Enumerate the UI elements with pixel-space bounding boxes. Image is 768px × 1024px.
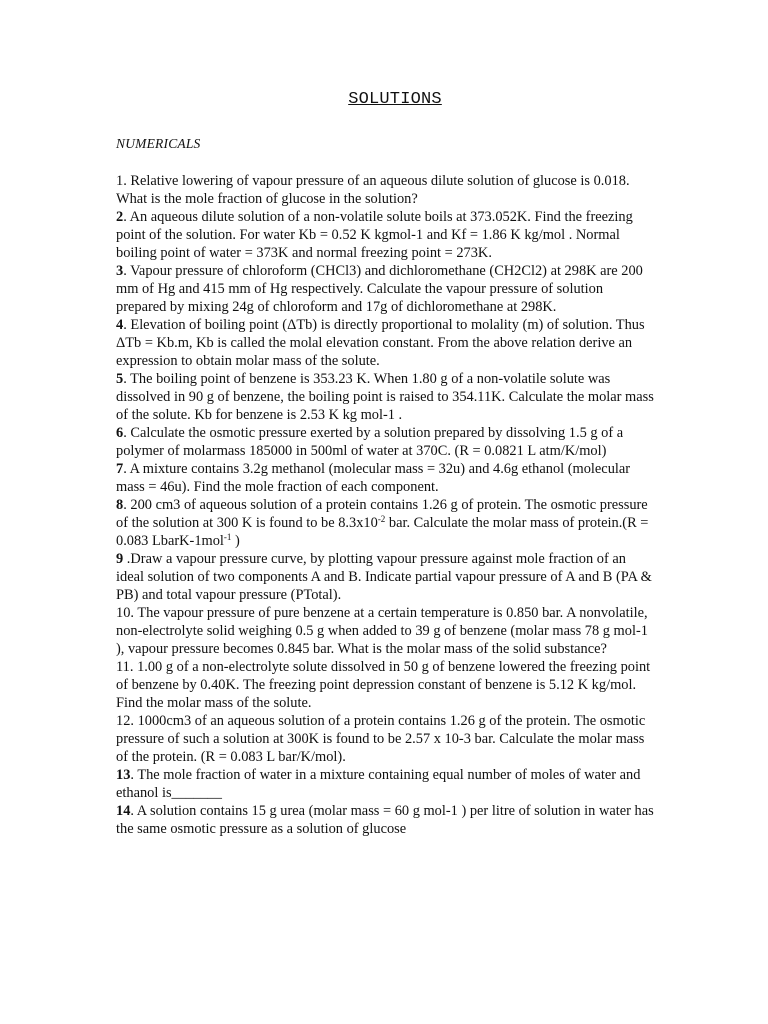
- question-text: . A mixture contains 3.2g methanol (molecular mass = 32u) and 4.6g ethanol (molecular mass = 46u). Find the mole fraction of each component.: [116, 461, 631, 495]
- question-number: 10.: [116, 605, 134, 621]
- question-number: 14: [116, 803, 131, 819]
- question-number: 1.: [116, 173, 127, 189]
- question-item: [116, 766, 656, 802]
- question-number: 11.: [116, 659, 134, 675]
- question-text: . The boiling point of benzene is 353.23 K. When 1.80 g of a non-volatile solute was dissolved in 90 g of benzene, the boiling point is raised to 354.11K. Calculate the molar mass of the solute. Kb for benzene is 2.53 K kg mol-1 .: [116, 371, 654, 423]
- question-number: 4: [116, 317, 124, 333]
- question-text: . An aqueous dilute solution of a non-volatile solute boils at 373.052K. Find the freezing point of the solution. For water Kb = 0.52 K kgmol-1 and Kf = 1.86 K kg/mol . Normal boiling point of water = 373K and normal freezing point = 273K.: [116, 209, 633, 261]
- question-number: 7: [116, 461, 124, 477]
- question-text: ): [231, 533, 240, 549]
- question-text: . Calculate the osmotic pressure exerted by a solution prepared by dissolving 1.5 g of a polymer of molarmass 185000 in 500ml of water at 370C. (R = 0.0821 L atm/K/mol): [116, 425, 624, 459]
- question-item: [116, 172, 656, 208]
- question-text: 1.00 g of a non-electrolyte solute dissolved in 50 g of benzene lowered the freezing point of benzene by 0.40K. The freezing point depression constant of benzene is 5.12 K kg/mol. Find the molar mass of the solute.: [116, 659, 651, 711]
- question-number: 2: [116, 209, 124, 225]
- question-number: 3: [116, 263, 124, 279]
- superscript: -1: [223, 532, 232, 542]
- question-number: 9: [116, 551, 124, 567]
- question-text: . Vapour pressure of chloroform (CHCl3) and dichloromethane (CH2Cl2) at 298K are 200 mm of Hg and 415 mm of Hg respectively. Calculate the vapour pressure of solution prepared by mixing 24g of chloroform and 17g of dichloromethane at 298K.: [116, 263, 643, 315]
- question-text: The vapour pressure of pure benzene at a certain temperature is 0.850 bar. A nonvolatile, non-electrolyte solid weighing 0.5 g when added to 39 g of benzene (molar mass 78 g mol-1 ), vapour pressure becomes 0.845 bar. What is the molar mass of the solid substance?: [116, 605, 648, 657]
- question-item: [116, 496, 656, 550]
- question-text: . The mole fraction of water in a mixture containing equal number of moles of water and ethanol is_______: [116, 767, 641, 801]
- question-item: [116, 208, 656, 262]
- question-list: [116, 172, 656, 838]
- question-text: Relative lowering of vapour pressure of an aqueous dilute solution of glucose is 0.018. What is the mole fraction of glucose in the solution?: [116, 173, 630, 207]
- question-item: [116, 460, 656, 496]
- question-number: 5: [116, 371, 124, 387]
- question-item: [116, 424, 656, 460]
- question-item: [116, 658, 656, 712]
- question-item: [116, 550, 656, 604]
- question-item: [116, 262, 656, 316]
- question-text: bar. Calculate the molar mass of protein.(R = 0.083 LbarK-1mol: [116, 515, 649, 549]
- superscript: -2: [377, 514, 386, 524]
- section-heading: NUMERICALS: [116, 136, 201, 151]
- question-item: [116, 712, 656, 766]
- question-number: 13: [116, 767, 131, 783]
- page-title: SOLUTIONS: [348, 90, 442, 109]
- question-item: [116, 370, 656, 424]
- question-number: 12.: [116, 713, 134, 729]
- question-item: [116, 316, 656, 370]
- question-text: .Draw a vapour pressure curve, by plotting vapour pressure against mole fraction of an ideal solution of two components A and B. Indicate partial vapour pressure of A and B (PA & PB) and total vapour pressure (PTotal).: [116, 551, 652, 603]
- question-text: . A solution contains 15 g urea (molar mass = 60 g mol-1 ) per litre of solution in water has the same osmotic pressure as a solution of glucose: [116, 803, 654, 837]
- question-number: 8: [116, 497, 124, 513]
- question-item: [116, 802, 656, 838]
- question-text: 1000cm3 of an aqueous solution of a protein contains 1.26 g of the protein. The osmotic pressure of such a solution at 300K is found to be 2.57 x 10-3 bar. Calculate the molar mass of the protein. (R = 0.083 L bar/K/mol).: [116, 713, 646, 765]
- question-number: 6: [116, 425, 124, 441]
- question-item: [116, 604, 656, 658]
- question-text: . 200 cm3 of aqueous solution of a protein contains 1.26 g of protein. The osmotic pressure of the solution at 300 K is found to be 8.3x10: [116, 497, 648, 531]
- question-text: . Elevation of boiling point (ΔTb) is directly proportional to molality (m) of solution. Thus ΔTb = Kb.m, Kb is called the molal elevation constant. From the above relation derive an expression to obtain molar mass of the solute.: [116, 317, 645, 369]
